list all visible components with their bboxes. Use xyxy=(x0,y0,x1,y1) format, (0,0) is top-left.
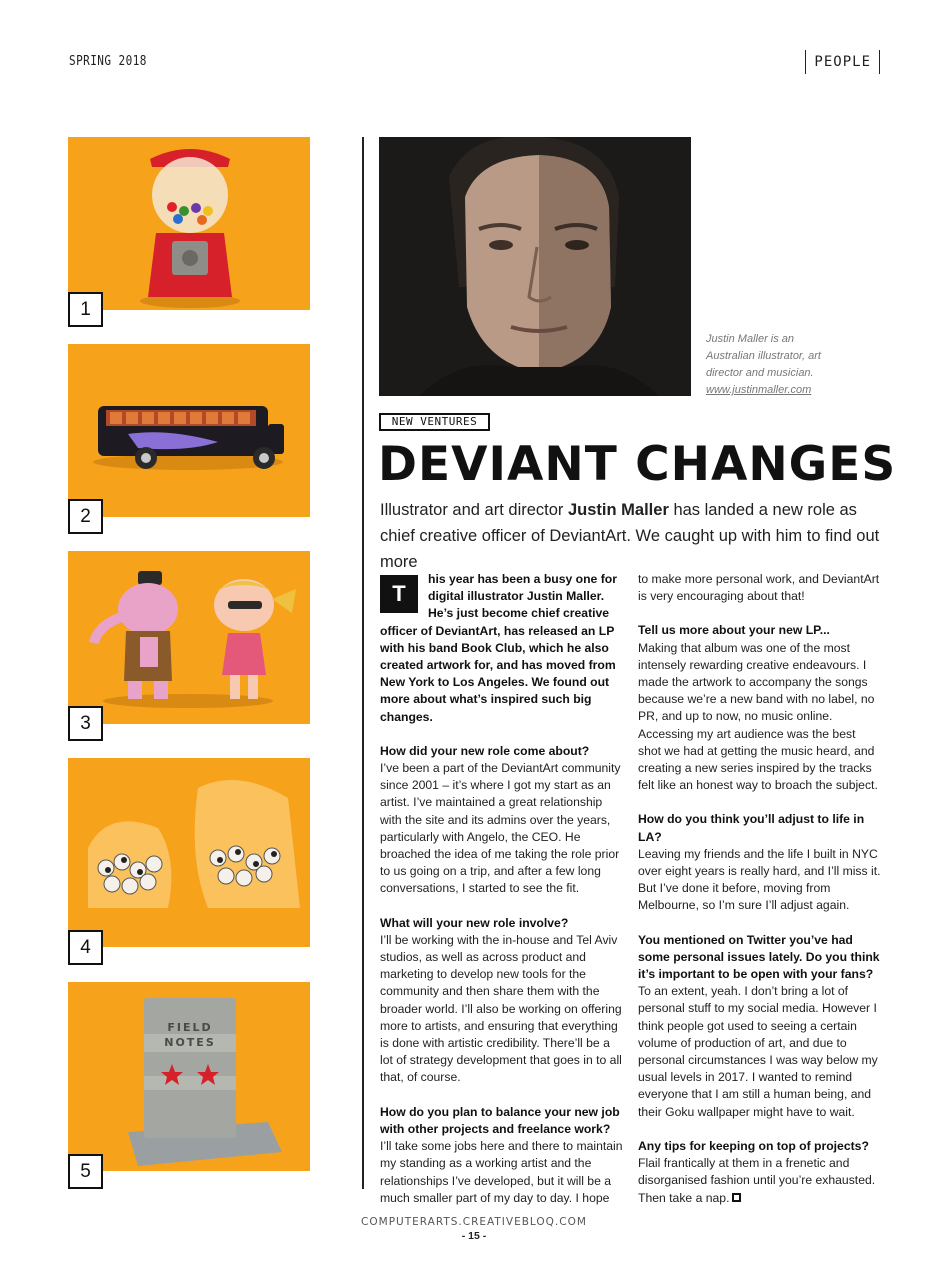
qa-block xyxy=(638,932,881,1121)
standfirst-text: has landed a new role as chief creative officer of DeviantArt. We caught up with him to find out more xyxy=(380,501,880,571)
drop-cap: T xyxy=(380,575,418,613)
question: What will your new role involve? xyxy=(380,915,569,930)
continued-paragraph: to make more personal work, and DeviantArt is very encouraging about that! xyxy=(638,572,880,604)
intro-text: his year has been a busy one for digital illustrator Justin Maller. He’s just become chief creative officer of DeviantArt, has released an LP with his band Book Club, which he also created artwork for, and has moved from New York to Los Angeles. We found out more about what’s inspired such big changes. xyxy=(380,572,617,724)
article-standfirst xyxy=(380,497,880,575)
portrait-photo xyxy=(379,137,691,396)
caption-line: director and musician. xyxy=(706,367,814,379)
qa-block xyxy=(380,1104,623,1207)
caption-line: Justin Maller is an xyxy=(706,333,795,345)
answer: Making that album was one of the most intensely rewarding creative endeavours. I made the artwork to accompany the songs because we’re a new band with no label, no PR, and up to now, no music online. Accessing my art audience was the best shot we had at getting the music heard, and creating a new series inspired by the tracks felt like an honest way to broach the subject. xyxy=(638,640,878,793)
portrait-caption xyxy=(706,331,836,399)
answer: To an extent, yeah. I don’t bring a lot of personal stuff to my social media. However I think people got used to seeing a certain volume of production of art, and due to personal circumstances I was way below my usual levels in 2017. I wanted to remind everyone that I am still a human being, and their Goku wallpaper might have to wait. xyxy=(638,984,878,1119)
answer: I’ll be working with the in-house and Tel Aviv studios, as well as across product and marketing to develop new tools for the community and then share them with the broader world. I’ll also be working on offering more to artists, and ensuring that everything is done with artistic credibility. There’ll be a lot of strategy development that goes in to all that, of course. xyxy=(380,932,622,1085)
photo-vinyl-figures xyxy=(68,551,310,724)
question: Any tips for keeping on top of projects? xyxy=(638,1138,869,1153)
question: Tell us more about your new LP... xyxy=(638,623,830,638)
photo-number-5: 5 xyxy=(68,1154,103,1189)
photo-number-4: 4 xyxy=(68,930,103,965)
column-divider xyxy=(362,137,364,1189)
footer-url: COMPUTERARTS.CREATIVEBLOQ.COM xyxy=(361,1216,587,1228)
qa-block xyxy=(638,811,881,914)
photo-number-3: 3 xyxy=(68,706,103,741)
intro-paragraph xyxy=(380,571,623,726)
article-headline: DEVIANT CHANGES xyxy=(378,437,897,492)
question: You mentioned on Twitter you’ve had some personal issues lately. Do you think it’s important to be open with your fans? xyxy=(638,932,880,982)
qa-block xyxy=(380,743,623,898)
caption-link[interactable]: www.justinmaller.com xyxy=(706,384,812,396)
photo-number-2: 2 xyxy=(68,499,103,534)
kicker-tag: NEW VENTURES xyxy=(379,413,490,431)
question: How do you think you’ll adjust to life in LA? xyxy=(638,812,865,844)
answer: Leaving my friends and the life I built in NYC over eight years is really hard, and I’ll miss it. But I’ve done it before, moving from Melbourne, so I’m sure I’ll adjust again. xyxy=(638,846,881,913)
notebook-title-bottom: NOTES xyxy=(164,1036,216,1049)
standfirst-text: Illustrator and art director xyxy=(380,501,568,519)
standfirst-name: Justin Maller xyxy=(568,501,669,519)
section-label: PEOPLE xyxy=(805,50,880,74)
photo-gumball-machine xyxy=(68,137,310,310)
photo-number-1: 1 xyxy=(68,292,103,327)
caption-line: Australian illustrator, art xyxy=(706,350,821,362)
answer: I’ve been a part of the DeviantArt community since 2001 – it’s where I got my start as an artist. I’ve maintained a great relationship with the site and its admins over the years, particularly with Angelo, the CEO. He broached the idea of me taking the role prior to us going on a trip, and after a few long conversations, I started to see the fit. xyxy=(380,761,621,896)
photo-field-notes xyxy=(68,982,310,1171)
photo-toy-bus xyxy=(68,344,310,517)
photo-googly-eyes xyxy=(68,758,310,947)
article-column-2 xyxy=(638,571,881,1224)
question: How do you plan to balance your new job with other projects and freelance work? xyxy=(380,1104,620,1136)
qa-block xyxy=(638,622,881,794)
notebook-title-top: FIELD xyxy=(167,1021,213,1034)
answer: I’ll take some jobs here and there to maintain my standing as a working artist and the relationships I’ve developed, but it will be a much smaller part of my day to day. I hope xyxy=(380,1139,623,1205)
question: How did your new role come about? xyxy=(380,743,590,758)
answer: Flail frantically at them in a frenetic and disorganised fashion until you’re exhausted. Then take a nap. xyxy=(638,1156,876,1205)
qa-block xyxy=(380,915,623,1087)
end-mark-icon xyxy=(732,1193,741,1202)
article-column-1 xyxy=(380,571,623,1224)
qa-block xyxy=(638,1138,881,1207)
issue-label: SPRING 2018 xyxy=(69,54,147,69)
page-number: - 15 - xyxy=(461,1230,487,1242)
